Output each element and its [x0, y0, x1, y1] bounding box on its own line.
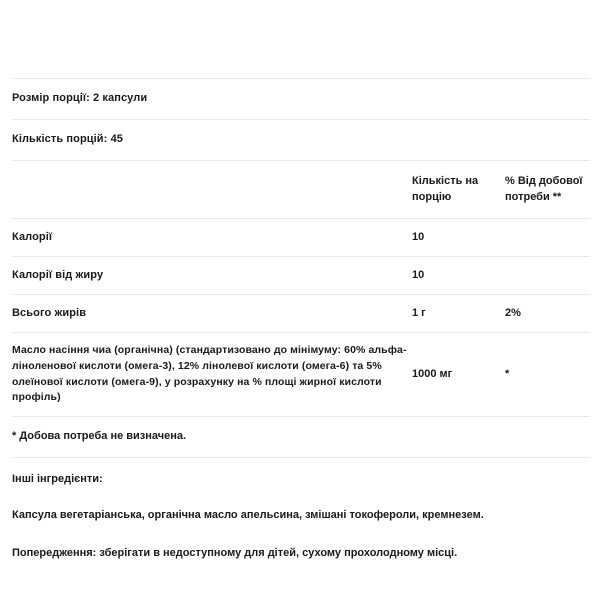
other-ingredients-block	[12, 458, 588, 562]
serving-size-row	[12, 79, 588, 119]
table-row	[12, 333, 588, 416]
nutrient-name: Калорії від жиру	[12, 268, 104, 281]
daily-value-footnote: * Добова потреба не визначена.	[12, 430, 187, 443]
other-ingredients-text: Капсула вегетаріанська, органічна масло апельсина, змішані токофероли, кремнезем.	[12, 508, 484, 521]
nutrient-amount: 10	[412, 268, 425, 281]
nutrient-amount: 1000 мг	[412, 367, 453, 380]
serving-size-label: Розмір порції: 2 капсули	[12, 92, 148, 105]
other-ingredients-heading: Інші інгредієнти:	[12, 473, 103, 485]
table-header-row	[12, 161, 588, 218]
header-amount-per-serving: Кількість на порцію	[412, 174, 479, 203]
servings-per-container-label: Кількість порцій: 45	[12, 133, 124, 146]
nutrient-name: Всього жирів	[12, 306, 87, 319]
nutrient-amount: 1 г	[412, 306, 426, 319]
table-row	[12, 257, 588, 294]
nutrient-name: Масло насіння чиа (органічна) (стандартизовано до мінімуму: 60% альфа-ліноленової кислоти (омега-3), 12% лінолевої кислоти (омега-6) та 5% олеїнової кислоти (омега-9), у розрахунку на % площі жирної кислоти профіль)	[12, 344, 407, 404]
nutrient-name: Калорії	[12, 230, 53, 243]
nutrient-daily-value: 2%	[505, 306, 521, 319]
table-row	[12, 219, 588, 256]
nutrient-daily-value: *	[505, 367, 510, 380]
top-spacer	[12, 0, 588, 78]
header-percent-daily-value: % Від добової потреби **	[505, 174, 583, 203]
warning-text: Попередження: зберігати в недоступному для дітей, сухому прохолодному місці.	[12, 546, 458, 559]
table-row	[12, 295, 588, 332]
nutrient-amount: 10	[412, 230, 425, 243]
servings-per-container-row	[12, 120, 588, 160]
footnote-row	[12, 417, 588, 457]
